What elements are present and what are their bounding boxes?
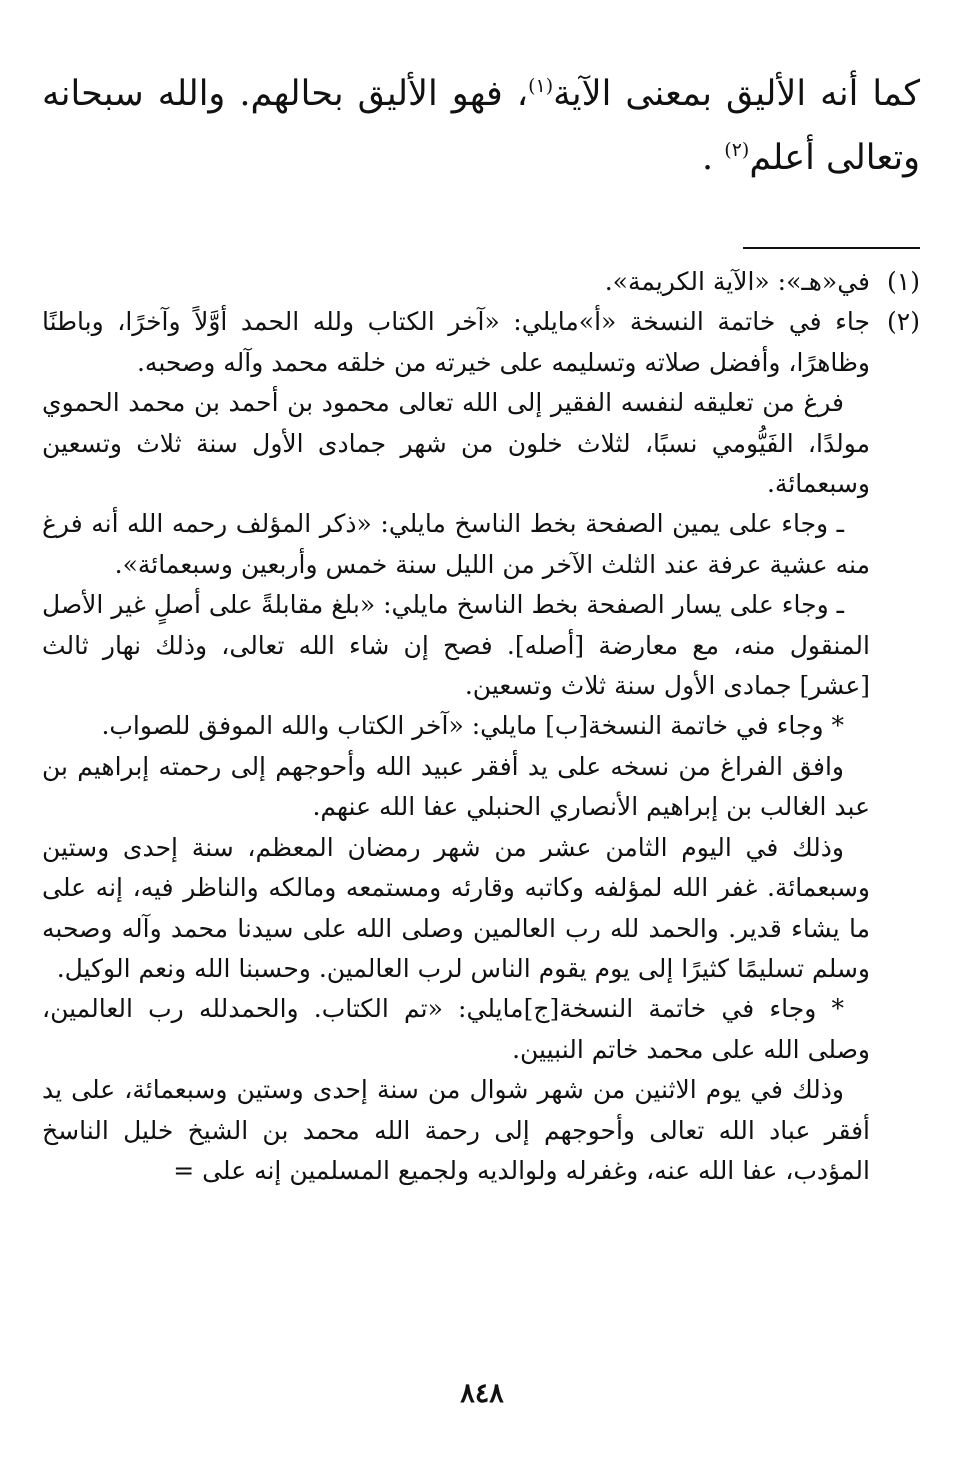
footnote-paragraph: فرغ من تعليقه لنفسه الفقير إلى الله تعالى محمود بن أحمد بن محمد الحموي مولدًا، الفَيُّومي نسبًا، لثلاث خلون من شهر جمادى الأول سنة ثلاث وتسعين وسبعمائة. — [42, 388, 870, 499]
footnote-paragraph: * وجاء في خاتمة النسخة[ب] مايلي: «آخر الكتاب والله الموفق للصواب. — [101, 711, 844, 741]
footnote-paragraph: وذلك في يوم الاثنين من شهر شوال من سنة إحدى وستين وسبعمائة، على يد أفقر عباد الله تعالى وأحوجهم إلى رحمة الله محمد بن الشيخ خليل الناسخ المؤدب، عفا الله عنه، وغفرله ولوالديه ولجميع المسلمين إنه على = — [42, 1075, 870, 1185]
footnote-body — [42, 262, 870, 302]
footnote-number: (٢) — [887, 307, 920, 337]
footnote-number: (١) — [887, 267, 920, 296]
footnote-paragraph: جاء في خاتمة النسخة «أ»مايلي: «آخر الكتاب ولله الحمد أوَّلاً وآخرًا، وباطنًا وظاهرًا، وأفضل صلاته وتسليمه على خيرته من خلقه محمد وآله وصحبه. — [42, 307, 870, 377]
footnote-1 — [42, 262, 920, 302]
main-text-part-2: ، فهو الأليق بحالهم. والله سبحانه وتعالى أعلم — [42, 74, 920, 178]
footnote-separator — [743, 247, 920, 249]
footnote-body — [42, 302, 870, 1191]
footnote-paragraph: وذلك في اليوم الثامن عشر من شهر رمضان المعظم، سنة إحدى وستين وسبعمائة. غفر الله لمؤلفه وكاتبه وقارئه ومستمعه ومالكه والناظر فيه، إنه على ما يشاء قدير. والحمد لله رب العالمين وصلى الله على سيدنا محمد وآله وصحبه وسلم تسليمًا كثيرًا إلى يوم يقوم الناس لرب العالمين. وحسبنا الله ونعم الوكيل. — [42, 832, 870, 983]
footnote-paragraph: ـ وجاء على يسار الصفحة بخط الناسخ مايلي: «بلغ مقابلةً على أصلٍ غير الأصل المنقول منه، مع معارضة [أصله]. فصح إن شاء الله تعالى، وذلك نهار ثالث [عشر] جمادى الأول سنة ثلاث وتسعين. — [42, 590, 870, 701]
footnote-ref-1[interactable]: (١) — [528, 75, 554, 97]
footnote-paragraph: في«هـ»: «الآية الكريمة». — [604, 267, 870, 296]
footnote-paragraph: * وجاء في خاتمة النسخة[ج]مايلي: «تم الكتاب. والحمدلله رب العالمين، وصلى الله على محمد خاتم النبيين. — [42, 994, 870, 1064]
footnote-ref-2[interactable]: (٢) — [724, 139, 750, 161]
footnote-paragraph: وافق الفراغ من نسخه على يد أفقر عبيد الله وأحوجهم إلى رحمته إبراهيم بن عبد الغالب بن إبراهيم الأنصاري الحنبلي عفا الله عنهم. — [42, 751, 870, 822]
footnote-paragraph: ـ وجاء على يمين الصفحة بخط الناسخ مايلي: «ذكر المؤلف رحمه الله أنه فرغ منه عشية عرفة عند الثلث الآخر من الليل سنة خمس وأربعين وسبعمائة». — [42, 509, 870, 579]
main-text-part-1: كما أنه الأليق بمعنى الآية — [553, 74, 920, 114]
footnote-2 — [42, 302, 920, 1191]
main-paragraph — [42, 62, 920, 190]
page-number: ٨٤٨ — [460, 1378, 504, 1409]
footnotes — [42, 262, 920, 1191]
main-text-part-3: . — [702, 138, 714, 178]
main-text — [42, 62, 920, 190]
